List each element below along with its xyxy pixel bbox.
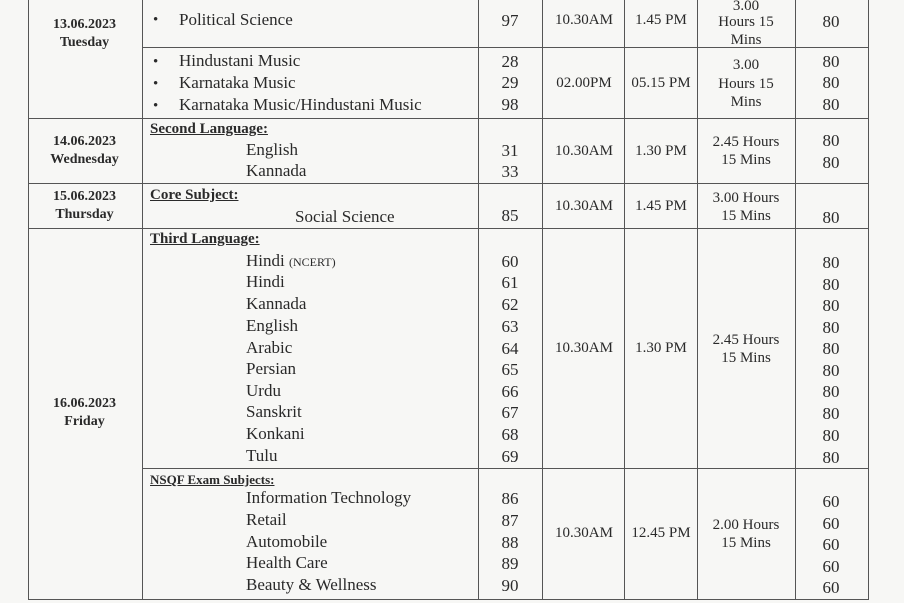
subject-code: 31: [501, 141, 519, 160]
subject-code: 85: [501, 206, 519, 225]
max-marks: 80: [822, 296, 840, 315]
subject-name: Urdu: [246, 381, 281, 400]
subject-code: 64: [501, 339, 519, 358]
max-marks: 80: [822, 382, 840, 401]
duration-line: Mins: [730, 94, 762, 110]
duration-line: 2.45 Hours: [712, 134, 780, 150]
subject-code: 29: [501, 73, 519, 92]
max-marks: 60: [822, 514, 840, 533]
duration-line: 15 Mins: [721, 350, 771, 366]
exam-day: Wednesday: [50, 152, 119, 167]
subject-code: 90: [501, 576, 519, 595]
start-time: 02.00PM: [556, 75, 612, 91]
start-time: 10.30AM: [555, 12, 613, 28]
table-border-right: [868, 0, 869, 600]
subject-code: 67: [501, 403, 519, 422]
section-heading: Second Language:: [150, 121, 268, 137]
column-divider: [142, 0, 143, 600]
subject-name: Konkani: [246, 424, 305, 443]
start-time: 10.30AM: [555, 340, 613, 356]
section-heading: Third Language:: [150, 231, 260, 247]
subject-code: 89: [501, 554, 519, 573]
end-time: 1.30 PM: [635, 143, 687, 159]
max-marks: 80: [822, 426, 840, 445]
duration-line: 2.00 Hours: [712, 517, 780, 533]
exam-date: 13.06.2023: [53, 17, 116, 32]
subject-name: Health Care: [246, 553, 328, 572]
subject-name: Hindi: [246, 272, 285, 291]
subject-code: 69: [501, 447, 519, 466]
end-time: 1.30 PM: [635, 340, 687, 356]
max-marks: 60: [822, 557, 840, 576]
subject-name: Political Science: [179, 10, 293, 29]
max-marks: 80: [822, 73, 840, 92]
row-divider: [28, 228, 869, 229]
duration-line: 3.00 Hours: [712, 190, 780, 206]
bullet-icon: •: [153, 54, 159, 70]
exam-day: Tuesday: [59, 35, 110, 50]
max-marks: 80: [822, 404, 840, 423]
row-divider: [142, 468, 869, 469]
max-marks: 80: [822, 131, 840, 150]
start-time: 10.30AM: [555, 198, 613, 214]
bullet-icon: •: [153, 98, 159, 114]
subject-code: 28: [501, 52, 519, 71]
exam-day: Friday: [64, 414, 105, 429]
max-marks: 80: [822, 361, 840, 380]
max-marks: 60: [822, 578, 840, 597]
subject-code: 66: [501, 382, 519, 401]
duration-line: 15 Mins: [721, 208, 771, 224]
subject-code: 60: [501, 252, 519, 271]
subject-code: 68: [501, 425, 519, 444]
subject-code: 62: [501, 295, 519, 314]
end-time: 1.45 PM: [635, 12, 687, 28]
max-marks: 80: [822, 448, 840, 467]
subject-name: Beauty & Wellness: [246, 575, 377, 594]
subject-name: Kannada: [246, 294, 307, 313]
subject-name: Automobile: [246, 532, 328, 551]
subject-code: 87: [501, 511, 519, 530]
section-heading: Core Subject:: [150, 187, 239, 203]
max-marks: 80: [822, 52, 840, 71]
start-time: 10.30AM: [555, 143, 613, 159]
subject-code: 65: [501, 360, 519, 379]
max-marks: 80: [822, 95, 840, 114]
section-heading: NSQF Exam Subjects:: [150, 472, 275, 487]
duration-line: Mins: [730, 32, 762, 48]
table-border-bottom: [28, 599, 869, 600]
subject-name: Kannada: [246, 161, 307, 180]
duration-line: 15 Mins: [721, 535, 771, 551]
subject-name: English: [246, 316, 298, 335]
exam-date: 14.06.2023: [53, 134, 116, 149]
subject-code: 86: [501, 489, 519, 508]
subject-name: Arabic: [246, 338, 293, 357]
subject-note: (NCERT): [288, 255, 336, 269]
max-marks: 80: [822, 339, 840, 358]
subject-name: Retail: [246, 510, 287, 529]
duration-line: 15 Mins: [721, 152, 771, 168]
subject-code: 97: [501, 11, 519, 30]
subject-name: Karnataka Music/Hindustani Music: [179, 95, 422, 114]
max-marks: 60: [822, 535, 840, 554]
start-time: 10.30AM: [555, 525, 613, 541]
subject-name-text: Hindi: [246, 251, 285, 270]
exam-date: 15.06.2023: [53, 189, 116, 204]
subject-name: Hindustani Music: [179, 51, 301, 70]
bullet-icon: •: [153, 76, 159, 92]
duration-line: 3.00: [732, 0, 760, 14]
end-time: 05.15 PM: [631, 75, 691, 91]
subject-name: Sanskrit: [246, 402, 302, 421]
row-divider: [28, 183, 869, 184]
subject-name: Information Technology: [246, 488, 412, 507]
max-marks: 80: [822, 253, 840, 272]
duration-line: Hours 15: [718, 14, 774, 30]
end-time: 12.45 PM: [631, 525, 691, 541]
max-marks: 80: [822, 318, 840, 337]
row-divider: [28, 118, 869, 119]
subject-name: Persian: [246, 359, 297, 378]
duration-line: 2.45 Hours: [712, 332, 780, 348]
bullet-icon: •: [153, 12, 159, 28]
subject-name: English: [246, 140, 298, 159]
duration-line: Hours 15: [718, 76, 774, 92]
max-marks: 80: [822, 153, 840, 172]
exam-date: 16.06.2023: [53, 396, 116, 411]
subject-code: 88: [501, 533, 519, 552]
exam-day: Thursday: [55, 207, 114, 222]
subject-code: 98: [501, 95, 519, 114]
subject-name: Tulu: [246, 446, 278, 465]
subject-code: 33: [501, 162, 519, 181]
max-marks: 60: [822, 492, 840, 511]
subject-name: Social Science: [295, 207, 395, 226]
max-marks: 80: [822, 275, 840, 294]
subject-name: [246, 251, 336, 271]
column-divider: [478, 0, 479, 600]
duration-line: 3.00: [732, 57, 760, 73]
table-border-left: [28, 0, 29, 600]
subject-code: 61: [501, 273, 519, 292]
subject-name: Karnataka Music: [179, 73, 296, 92]
max-marks: 80: [822, 12, 840, 31]
subject-code: 63: [501, 317, 519, 336]
end-time: 1.45 PM: [635, 198, 687, 214]
max-marks: 80: [822, 208, 840, 227]
